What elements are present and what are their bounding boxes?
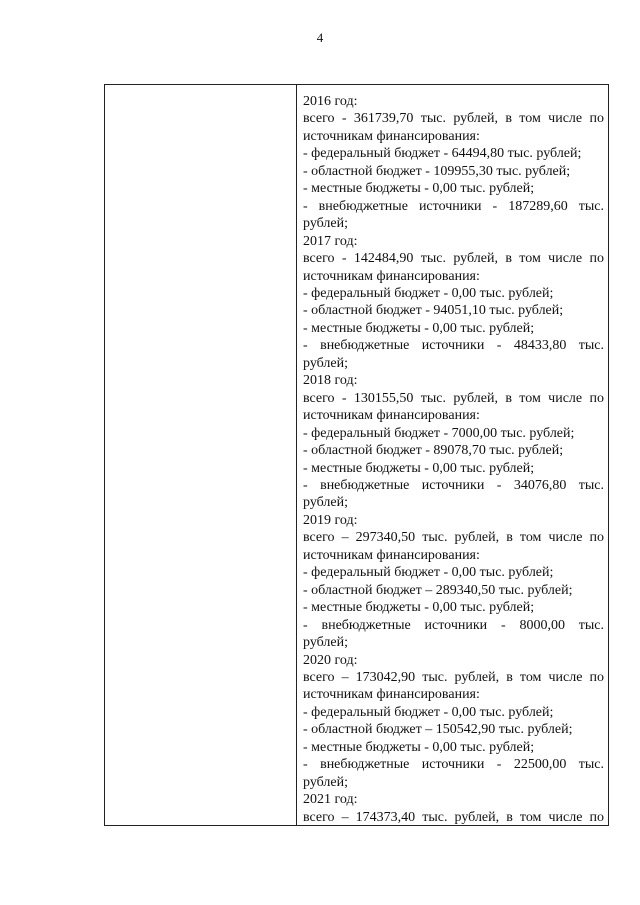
text-line: - областной бюджет - 94051,10 тыс. рублей; bbox=[303, 303, 564, 319]
text-line: 2021 год: bbox=[303, 792, 358, 808]
text-line: 2016 год: bbox=[303, 94, 358, 109]
text-line: источникам финансирования: bbox=[303, 268, 480, 284]
text-line: всего – 174373,40 тыс. рублей, в том числе по bbox=[303, 809, 604, 825]
text-line: - местные бюджеты - 0,00 тыс. рублей; bbox=[303, 600, 535, 616]
text-line: - федеральный бюджет - 0,00 тыс. рублей; bbox=[303, 704, 554, 720]
table-left-cell bbox=[105, 85, 297, 825]
text-line: рублей; bbox=[303, 495, 348, 511]
text-line: - местные бюджеты - 0,00 тыс. рублей; bbox=[303, 181, 535, 197]
text-line: - федеральный бюджет - 7000,00 тыс. рублей; bbox=[303, 425, 575, 441]
text-line: - внебюджетные источники - 187289,60 тыс. bbox=[303, 198, 604, 214]
table-right-cell bbox=[297, 85, 608, 825]
text-line: - внебюджетные источники - 48433,80 тыс. bbox=[303, 338, 604, 354]
text-line: всего – 297340,50 тыс. рублей, в том числе по bbox=[303, 530, 604, 546]
page-number: 4 bbox=[316, 30, 324, 45]
text-line: рублей; bbox=[303, 216, 348, 232]
text-line: всего - 142484,90 тыс. рублей, в том числе по bbox=[303, 251, 604, 267]
text-line: - внебюджетные источники - 8000,00 тыс. bbox=[303, 617, 604, 633]
text-line: - областной бюджет – 289340,50 тыс. рублей; bbox=[303, 582, 573, 598]
text-line: - областной бюджет - 109955,30 тыс. рублей; bbox=[303, 163, 571, 179]
text-line: - местные бюджеты - 0,00 тыс. рублей; bbox=[303, 460, 535, 476]
text-line: всего – 173042,90 тыс. рублей, в том числе по bbox=[303, 669, 604, 685]
text-line: - местные бюджеты - 0,00 тыс. рублей; bbox=[303, 320, 535, 336]
text-line: - федеральный бюджет - 0,00 тыс. рублей; bbox=[303, 565, 554, 581]
text-line: рублей; bbox=[303, 635, 348, 651]
text-line: - внебюджетные источники - 22500,00 тыс. bbox=[303, 757, 604, 773]
text-line: всего - 361739,70 тыс. рублей, в том числе по bbox=[303, 111, 604, 127]
funding-table bbox=[104, 84, 609, 826]
text-line: - местные бюджеты - 0,00 тыс. рублей; bbox=[303, 739, 535, 755]
text-line: источникам финансирования: bbox=[303, 687, 480, 703]
text-line: всего - 130155,50 тыс. рублей, в том числе по bbox=[303, 390, 604, 406]
text-line: - федеральный бюджет - 64494,80 тыс. рублей; bbox=[303, 146, 582, 162]
text-line: - областной бюджет – 150542,90 тыс. рублей; bbox=[303, 722, 573, 738]
text-line: 2019 год: bbox=[303, 512, 358, 528]
text-line: - внебюджетные источники - 34076,80 тыс. bbox=[303, 477, 604, 493]
text-line: - федеральный бюджет - 0,00 тыс. рублей; bbox=[303, 285, 554, 301]
text-line: источникам финансирования: bbox=[303, 128, 480, 144]
text-line: рублей; bbox=[303, 774, 348, 790]
text-line: 2020 год: bbox=[303, 652, 358, 668]
text-line: источникам финансирования: bbox=[303, 408, 480, 424]
text-line: рублей; bbox=[303, 355, 348, 371]
text-line: - областной бюджет - 89078,70 тыс. рублей; bbox=[303, 443, 564, 459]
text-line: 2018 год: bbox=[303, 373, 358, 389]
text-line: 2017 год: bbox=[303, 233, 358, 249]
text-line: источникам финансирования: bbox=[303, 547, 480, 563]
